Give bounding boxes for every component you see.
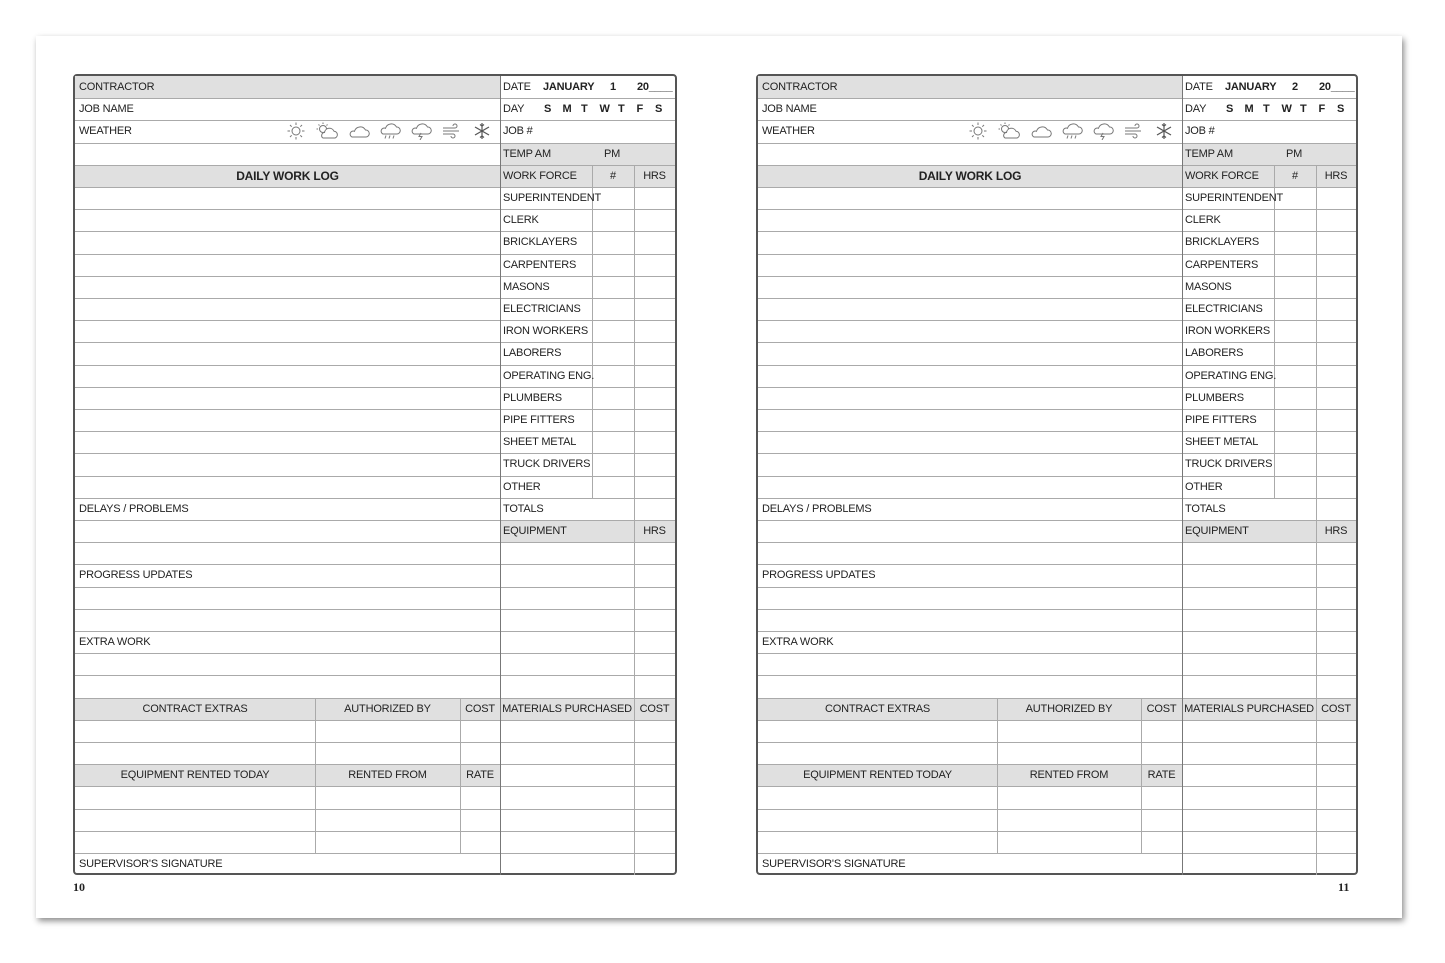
grid-line [758,742,1356,743]
trade-row-label: TRUCK DRIVERS [503,458,591,471]
work-force-header: WORK FORCE [1185,169,1259,182]
trade-row-label: SHEET METAL [1185,436,1259,449]
wind-icon[interactable] [1123,122,1145,140]
date-year: 20____ [637,81,673,93]
grid-line [75,431,675,432]
temp-pm-label: PM [604,147,621,160]
grid-line [758,231,1356,232]
cloud-icon[interactable] [348,122,370,140]
page-number-right: 11 [1338,880,1350,894]
trade-row-label: TOTALS [1185,502,1226,515]
materials-purchased-header: MATERIALS PURCHASED [502,702,632,715]
grid-line [75,675,675,676]
grid-line [758,120,1356,121]
grid-line [75,720,675,721]
grid-line [758,631,1356,632]
grid-line [592,165,593,498]
weather-icons [968,122,1174,140]
grid-line [75,476,675,477]
grid-line [75,631,675,632]
materials-cost-header: COST [639,702,670,715]
weather-label: WEATHER [762,125,815,138]
trade-row-label: SUPERINTENDENT [1185,192,1284,204]
weekday-letter: M [1244,103,1254,116]
log-page-left [73,74,677,875]
grid-line [75,276,675,277]
grid-line [758,209,1356,210]
grid-line [758,387,1356,388]
weekday-letter: S [544,103,552,116]
weekday-letter: W [1281,103,1292,116]
cloud-icon[interactable] [1030,122,1052,140]
trade-row-label: CLERK [1185,214,1221,227]
grid-line [758,520,1356,521]
hours-column-header: HRS [643,169,666,182]
date-day: 2 [1292,81,1298,93]
trade-row-label: PLUMBERS [503,391,562,404]
rate-header: RATE [466,769,494,782]
supervisor-signature-label: SUPERVISOR'S SIGNATURE [762,858,906,870]
weekday-letter: M [562,103,572,116]
thunderstorm-icon[interactable] [1092,122,1114,140]
weekday-letter: F [636,103,644,116]
trade-row-label: LABORERS [503,347,562,360]
grid-line [758,786,1356,787]
date-label: DATE [1185,81,1213,93]
weekday-letter: F [1318,103,1326,116]
grid-line [1274,165,1275,498]
job-number-label: JOB # [1185,125,1215,138]
equipment-header: EQUIPMENT [503,525,567,537]
grid-line [75,653,675,654]
trade-row-label: ELECTRICIANS [1185,303,1263,315]
temp-am-label: TEMP AM [1185,147,1233,160]
rented-from-header: RENTED FROM [348,769,427,782]
grid-line [758,143,1356,144]
trade-row-label: CLERK [503,214,539,227]
trade-row-label: CARPENTERS [1185,258,1259,271]
grid-line [75,120,675,121]
trade-row-label: MASONS [1185,280,1232,293]
date-label: DATE [503,81,531,93]
weekday-letter: W [599,103,610,116]
hours-column-header: HRS [1324,169,1348,182]
date-month: JANUARY [1225,81,1277,93]
page-number-left: 10 [73,880,85,894]
work-force-header: WORK FORCE [503,169,577,182]
grid-line [75,587,675,588]
weekday-letter: T [618,103,625,116]
contractor-label: CONTRACTOR [762,81,838,93]
grid-line [758,609,1356,610]
weekday-letter: S [1337,103,1345,116]
trade-row-label: BRICKLAYERS [503,236,578,249]
equipment-rented-header: EQUIPMENT RENTED TODAY [120,769,270,782]
grid-line [75,742,675,743]
trade-row-label: TRUCK DRIVERS [1185,458,1273,471]
rented-from-header: RENTED FROM [1029,769,1109,782]
grid-line [75,387,675,388]
authorized-by-header: AUTHORIZED BY [1025,702,1113,715]
trade-row-label: LABORERS [1185,347,1244,360]
rain-icon[interactable] [1061,122,1083,140]
trade-row-label: MASONS [503,280,550,293]
grid-line [75,520,675,521]
grid-line [758,342,1356,343]
grid-line [758,809,1356,810]
day-label: DAY [1185,103,1207,116]
contract-extras-header: CONTRACT EXTRAS [142,702,248,715]
equipment-hours-header: HRS [643,525,666,537]
grid-line [75,298,675,299]
partly-cloudy-icon[interactable] [997,122,1021,140]
trade-row-label: SUPERINTENDENT [503,192,602,204]
grid-line [75,542,675,543]
grid-line [758,542,1356,543]
count-column-header: # [1292,169,1298,182]
grid-line [758,653,1356,654]
grid-line [758,831,1356,832]
cost-header: COST [465,702,495,715]
trade-row-label: OTHER [1185,480,1223,493]
trade-row-label: SHEET METAL [503,436,577,449]
contract-extras-header: CONTRACT EXTRAS [825,702,930,715]
sun-icon[interactable] [968,122,988,140]
weekday-letter: S [655,103,663,116]
weekday-letter: T [1263,103,1270,116]
temp-am-label: TEMP AM [503,147,551,160]
grid-line [75,409,675,410]
partly-cloudy-icon[interactable] [315,122,339,140]
extra-work-label: EXTRA WORK [762,636,834,648]
grid-line [1182,76,1183,875]
grid-line [75,809,675,810]
grid-line [758,409,1356,410]
materials-cost-header: COST [1321,702,1351,715]
cost-header: COST [1146,702,1177,715]
date-month: JANUARY [543,81,595,93]
job-name-label: JOB NAME [762,103,817,116]
trade-row-label: BRICKLAYERS [1185,236,1260,249]
materials-purchased-header: MATERIALS PURCHASED [1184,702,1314,715]
weekday-letter: T [581,103,588,116]
weekday-letter: S [1226,103,1234,116]
weather-icons [286,122,492,140]
trade-row-label: PLUMBERS [1185,391,1244,404]
extra-work-label: EXTRA WORK [79,636,151,648]
weather-label: WEATHER [79,125,132,138]
grid-line [758,587,1356,588]
supervisor-signature-label: SUPERVISOR'S SIGNATURE [79,858,223,870]
grid-line [758,476,1356,477]
grid-line [758,431,1356,432]
delays-problems-label: DELAYS / PROBLEMS [79,502,189,515]
job-number-label: JOB # [503,125,533,138]
trade-row-label: OTHER [503,480,541,493]
snowflake-icon[interactable] [472,122,492,140]
rate-header: RATE [1147,769,1176,782]
wind-icon[interactable] [441,122,463,140]
progress-updates-label: PROGRESS UPDATES [762,569,876,582]
equipment-rented-header: EQUIPMENT RENTED TODAY [803,769,952,782]
authorized-by-header: AUTHORIZED BY [344,702,431,715]
trade-row-label: IRON WORKERS [1185,325,1270,338]
grid-line [758,298,1356,299]
thunderstorm-icon[interactable] [410,122,432,140]
day-label: DAY [503,103,525,116]
weekday-letter: T [1300,103,1307,116]
date-year: 20____ [1319,81,1355,93]
daily-work-log-title: DAILY WORK LOG [236,168,339,183]
contractor-label: CONTRACTOR [79,81,155,93]
daily-work-log-title: DAILY WORK LOG [918,168,1022,183]
trade-row-label: ELECTRICIANS [503,303,581,315]
grid-line [758,276,1356,277]
trade-row-label: OPERATING ENG. [1185,369,1277,382]
grid-line [75,143,675,144]
trade-row-label: IRON WORKERS [503,325,588,338]
job-name-label: JOB NAME [79,103,134,116]
grid-line [75,609,675,610]
progress-updates-label: PROGRESS UPDATES [79,569,193,582]
trade-row-label: CARPENTERS [503,258,577,271]
grid-line [75,209,675,210]
equipment-hours-header: HRS [1324,525,1348,537]
grid-line [758,720,1356,721]
delays-problems-label: DELAYS / PROBLEMS [762,502,872,515]
grid-line [75,254,675,255]
equipment-header: EQUIPMENT [1185,525,1249,537]
grid-line [758,254,1356,255]
date-day: 1 [610,81,616,93]
log-page-right [756,74,1358,875]
sun-icon[interactable] [286,122,306,140]
grid-line [75,231,675,232]
grid-line [500,76,501,875]
count-column-header: # [610,169,616,182]
snowflake-icon[interactable] [1154,122,1174,140]
grid-line [75,831,675,832]
rain-icon[interactable] [379,122,401,140]
temp-pm-label: PM [1286,147,1303,160]
grid-line [75,342,675,343]
trade-row-label: PIPE FITTERS [1185,414,1257,426]
trade-row-label: PIPE FITTERS [503,414,575,426]
logbook-spread [36,36,1402,918]
grid-line [758,675,1356,676]
grid-line [75,786,675,787]
trade-row-label: TOTALS [503,502,544,515]
trade-row-label: OPERATING ENG. [503,369,595,382]
